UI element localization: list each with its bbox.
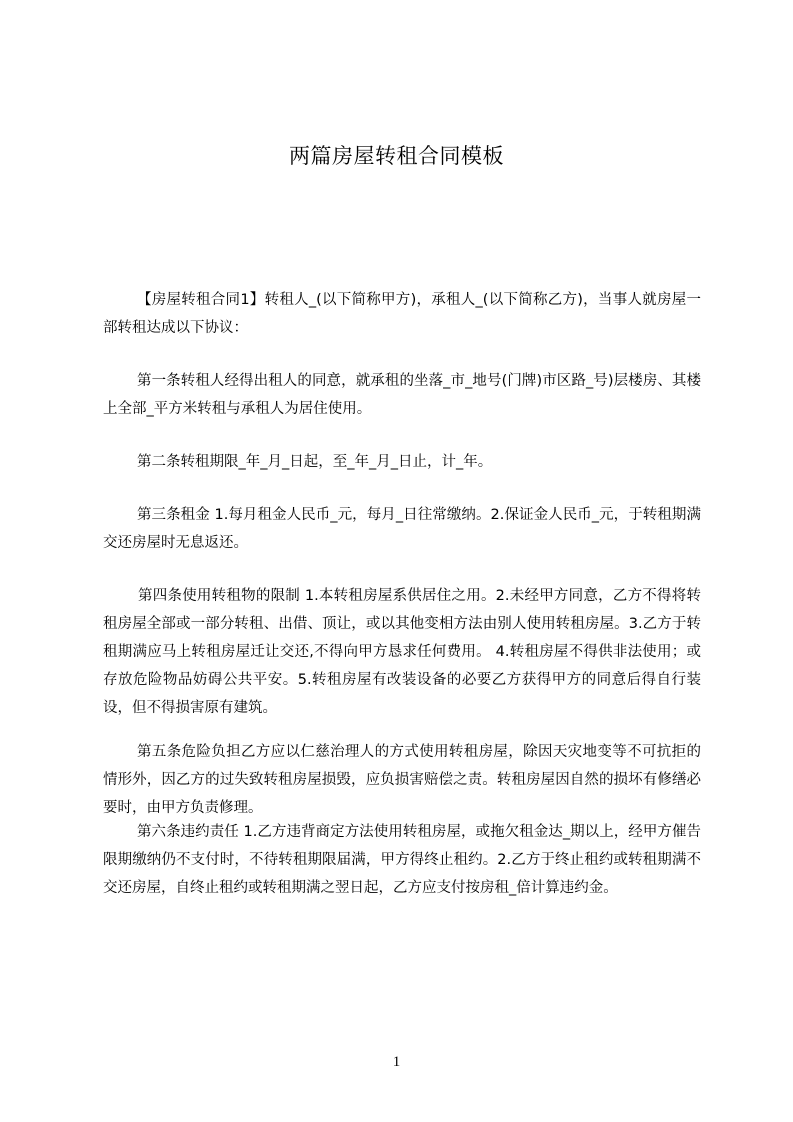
paragraph-article-6: 第六条违约责任 1.乙方违背商定方法使用转租房屋，或拖欠租金达_期以上，经甲方催告限期缴纳仍不支付时，不待转租期限届满，甲方得终止租约。2.乙方于终止租约或转租期满不交还房屋，自终止租约或转租期满之翌日起，乙方应支付按房租_倍计算违约金。 (103, 824, 701, 896)
paragraph-article-1: 第一条转租人经得出租人的同意，就承租的坐落_市_地号(门牌)市区路_号)层楼房、其楼上全部_平方米转租与承租人为居住使用。 (103, 373, 701, 417)
paragraph-article-4: 第四条使用转租物的限制 1.本转租房屋系供居住之用。2.未经甲方同意，乙方不得将转租房屋全部或一部分转租、出借、顶让，或以其他变相方法由别人使用转租房屋。3.乙方于转租期满应马上转租房屋迁让交还,不得向甲方恳求任何费用。 4.转租房屋不得供非法使用；或存放危险物品妨碍公共平安。5.转租房屋有改装设备的必要乙方获得甲方的同意后得自行装设，但不得损害原有建筑。 (103, 588, 701, 716)
paragraph-article-2: 第二条转租期限_年_月_日起，至_年_月_日止，计_年。 (137, 454, 493, 470)
document-title: 两篇房屋转租合同模板 (289, 144, 504, 168)
paragraph-article-5: 第五条危险负担乙方应以仁慈治理人的方式使用转租房屋，除因天灾地变等不可抗拒的情形外，因乙方的过失致转租房屋损毁，应负损害赔偿之责。转租房屋因自然的损坏有修缮必要时，由甲方负责修理。 (103, 744, 701, 816)
paragraph-article-3: 第三条租金 1.每月租金人民币_元，每月_日往常缴纳。2.保证金人民币_元，于转租期满交还房屋时无息返还。 (103, 507, 701, 551)
page-number: 1 (392, 1054, 401, 1070)
paragraph-intro: 【房屋转租合同1】转租人_(以下简称甲方)，承租人_(以下简称乙方)，当事人就房屋一部转租达成以下协议： (103, 292, 701, 336)
